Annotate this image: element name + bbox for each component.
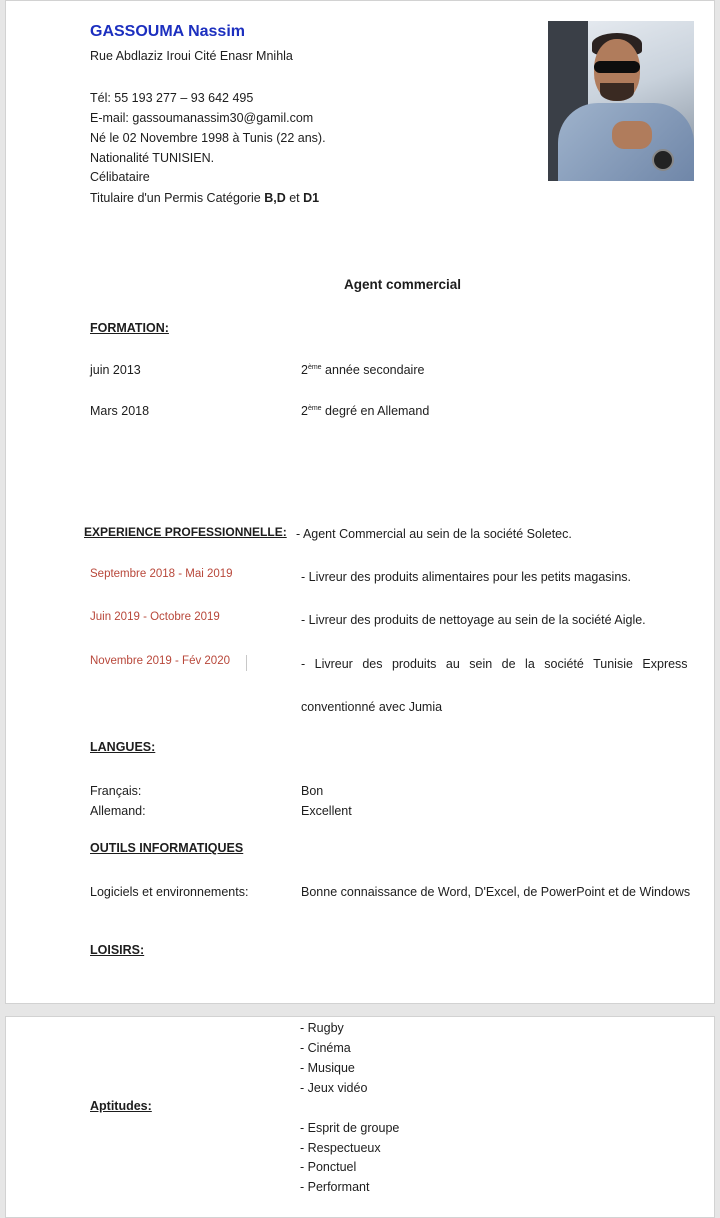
cv-page-2 — [5, 1016, 715, 1218]
language-level-1: Bon — [301, 784, 324, 798]
aptitude-item-2: - Respectueux — [300, 1141, 381, 1155]
experience-date-1: Septembre 2018 - Mai 2019 — [90, 568, 233, 580]
experience-item-4: - Livreur des produits au sein de la société Tunisie Express — [301, 657, 688, 671]
aptitude-item-1: - Esprit de groupe — [300, 1121, 400, 1135]
experience-item-3: - Livreur des produits de nettoyage au sein de la société Aigle. — [301, 613, 646, 627]
outils-label: Logiciels et environnements: — [90, 885, 249, 899]
formation-item-1: 2ème année secondaire — [301, 363, 425, 377]
experience-item-1: - Agent Commercial au sein de la société Soletec. — [296, 527, 572, 541]
license-prefix: Titulaire d'un Permis Catégorie — [90, 191, 265, 205]
loisir-item-2: - Cinéma — [300, 1041, 351, 1055]
language-name-1: Français: — [90, 784, 142, 798]
experience-item-4-continuation: conventionné avec Jumia — [301, 700, 443, 714]
license-and: et — [285, 191, 304, 205]
table-border — [246, 655, 247, 671]
marital-status: Célibataire — [90, 170, 150, 184]
job-title: Agent commercial — [344, 277, 462, 292]
langues-heading: LANGUES: — [90, 740, 156, 754]
outils-value: Bonne connaissance de Word, D'Excel, de PowerPoint et de Windows — [301, 885, 691, 899]
experience-heading: EXPERIENCE PROFESSIONNELLE: — [84, 525, 287, 539]
loisirs-heading: LOISIRS: — [90, 943, 145, 957]
nationality: Nationalité TUNISIEN. — [90, 151, 215, 165]
email: E-mail: gassoumanassim30@gamil.com — [90, 111, 314, 125]
cv-page-1 — [5, 0, 715, 1004]
aptitude-item-4: - Performant — [300, 1180, 370, 1194]
experience-item-2: - Livreur des produits alimentaires pour les petits magasins. — [301, 570, 632, 584]
aptitude-item-3: - Ponctuel — [300, 1160, 357, 1174]
driving-license — [90, 188, 319, 208]
experience-date-3: Novembre 2019 - Fév 2020 — [90, 655, 230, 667]
aptitudes-heading: Aptitudes: — [90, 1099, 152, 1113]
formation-heading: FORMATION: — [90, 321, 169, 335]
experience-date-2: Juin 2019 - Octobre 2019 — [90, 611, 220, 623]
candidate-name: GASSOUMA Nassim — [90, 23, 245, 40]
loisir-item-4: - Jeux vidéo — [300, 1081, 368, 1095]
profile-photo — [548, 21, 694, 181]
phone: Tél: 55 193 277 – 93 642 495 — [90, 91, 254, 105]
outils-heading: OUTILS INFORMATIQUES — [90, 841, 244, 855]
loisir-item-3: - Musique — [300, 1061, 355, 1075]
language-name-2: Allemand: — [90, 804, 146, 818]
license-categories: B,D — [264, 191, 286, 205]
formation-item-2: 2ème degré en Allemand — [301, 404, 430, 418]
formation-date-1: juin 2013 — [90, 363, 141, 377]
language-level-2: Excellent — [301, 804, 352, 818]
birth-info: Né le 02 Novembre 1998 à Tunis (22 ans). — [90, 131, 326, 145]
formation-date-2: Mars 2018 — [90, 404, 150, 418]
address: Rue Abdlaziz Iroui Cité Enasr Mnihla — [90, 49, 293, 63]
loisir-item-1: - Rugby — [300, 1021, 344, 1035]
license-category-d1: D1 — [303, 191, 320, 205]
